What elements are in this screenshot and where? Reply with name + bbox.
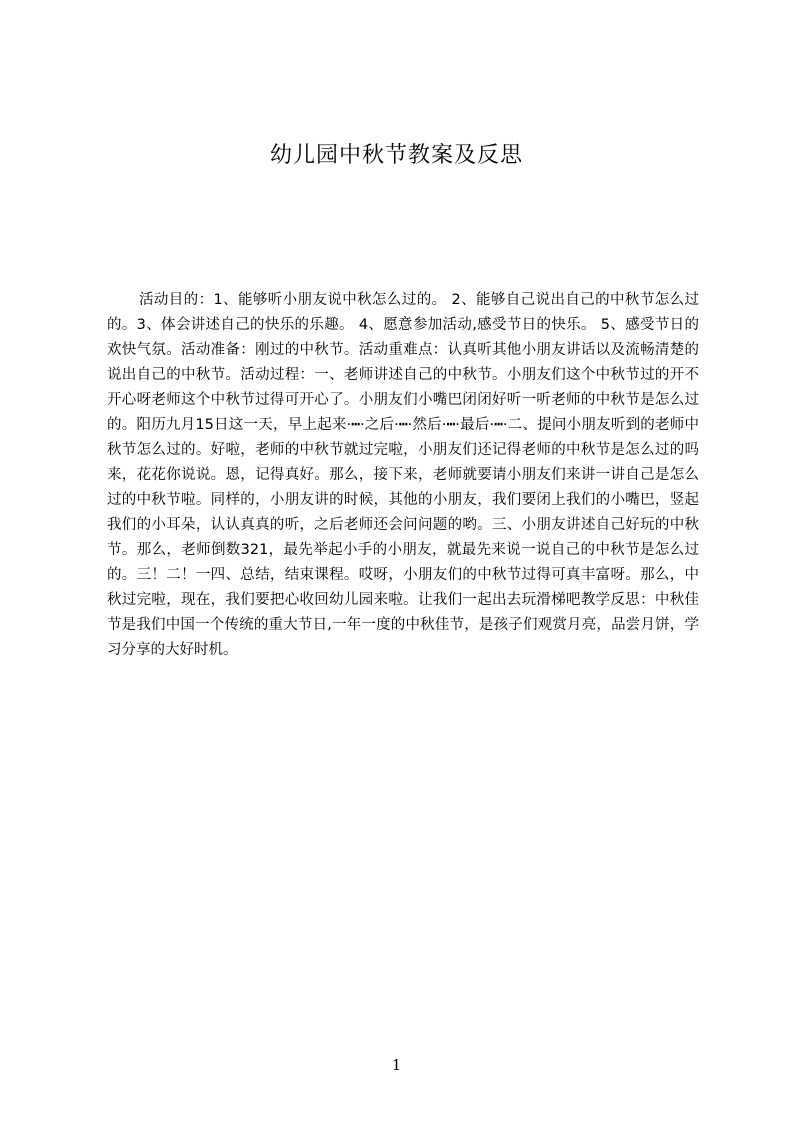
page-number: 1 (391, 1056, 402, 1074)
document-title: 幼儿园中秋节教案及反思 (269, 143, 523, 168)
body-paragraph: 活动目的：1、能够听小朋友说中秋怎么过的。 2、能够自己说出自己的中秋节怎么过的。3、体会讲述自己的快乐的乐趣。 4、愿意参加活动,感受节日的快乐。 5、感受节日的欢快气氛。活动准备：刚过的中秋节。活动重难点：认真听其他小朋友讲话以及流畅清楚的说出自己的中秋节。活动过程：一、老师讲述自己的中秋节。小朋友们这个中秋节过的开不开心呀老师这个中秋节过得可开心了。小朋友们小嘴巴闭闭好听一听老师的中秋节是怎么过的。阳历九月15日这一天，早上起来·┅·之后·┅·然后·┅·最后·┅·二、提问小朋友听到的老师中秋节怎么过的。好啦，老师的中秋节就过完啦，小朋友们还记得老师的中秋节是怎么过的吗来，花花你说说。恩，记得真好。那么，接下来，老师就要请小朋友们来讲一讲自己是怎么过的中秋节啦。同样的，小朋友讲的时候，其他的小朋友，我们要闭上我们的小嘴巴，竖起我们的小耳朵，认认真真的听，之后老师还会问问题的哟。三、小朋友讲述自己好玩的中秋节。那么，老师倒数321，最先举起小手的小朋友，就最先来说一说自己的中秋节是怎么过的。三！二！一四、总结，结束课程。哎呀，小朋友们的中秋节过得可真丰富呀。那么，中秋过完啦，现在，我们要把心收回幼儿园来啦。让我们一起出去玩滑梯吧教学反思：中秋佳节是我们中国一个传统的重大节日,一年一度的中秋佳节，是孩子们观赏月亮，品尝月饼，学习分享的大好时机。 (107, 292, 699, 658)
